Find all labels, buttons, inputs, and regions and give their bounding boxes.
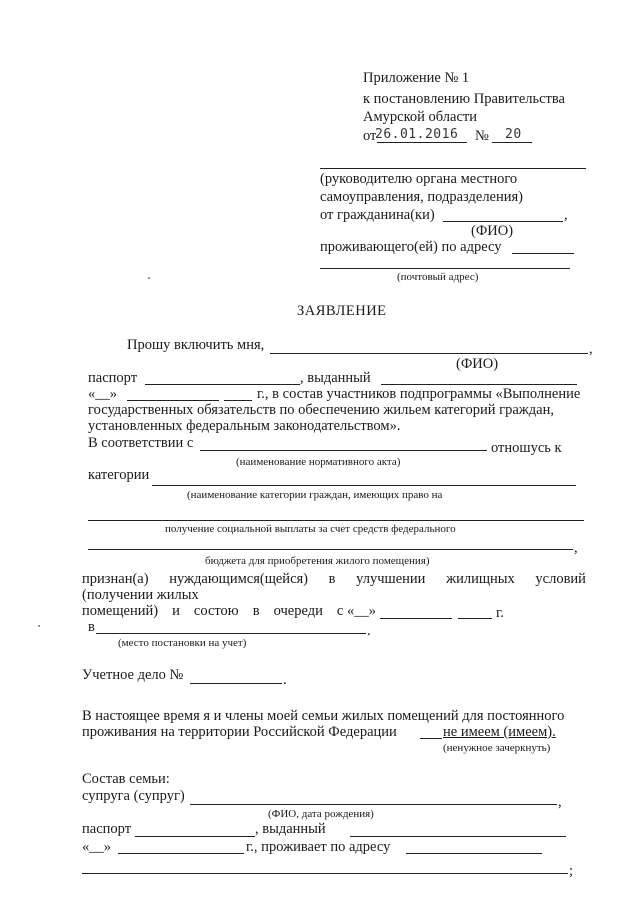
place-hint: (место постановки на учет) <box>118 637 247 649</box>
queue-line <box>82 604 376 619</box>
applicant-name-field[interactable] <box>270 353 588 354</box>
registration-place-field[interactable] <box>96 633 366 634</box>
belongs-to-label: отношусь к <box>491 440 562 456</box>
recognized-word: условий <box>535 571 586 587</box>
program-line-3: установленных федеральным законодательством». <box>88 418 401 434</box>
spouse-passport-label: паспорт <box>82 821 132 837</box>
passport-label: паспорт <box>88 370 138 386</box>
recognized-word: улучшении <box>356 571 426 587</box>
recognized-word: в <box>328 571 336 587</box>
address-field-1[interactable] <box>512 253 574 254</box>
category-hint: (наименование категории граждан, имеющих право на <box>187 489 443 501</box>
queue-month-field[interactable] <box>380 618 452 619</box>
social-payment-hint: получение социальной выплаты за счет средств федерального <box>165 523 456 535</box>
spouse-label: супруга (супруг) <box>82 788 185 804</box>
queue-year-field[interactable] <box>458 618 492 619</box>
account-case-field[interactable] <box>190 683 282 684</box>
category-field-2[interactable] <box>88 520 584 521</box>
number-underline <box>492 142 532 143</box>
queue-word: состою <box>193 603 239 619</box>
queue-word: помещений) <box>82 603 159 619</box>
queue-word: в <box>252 603 260 619</box>
citizen-name-field[interactable] <box>443 221 563 222</box>
recognized-line <box>82 572 586 587</box>
resolution-line: к постановлению Правительства <box>363 91 565 107</box>
region-line: Амурской области <box>363 109 477 125</box>
spouse-address-field-2[interactable] <box>82 873 568 874</box>
spouse-address-field[interactable] <box>406 853 542 854</box>
passport-number-field[interactable] <box>145 384 300 385</box>
strike-note: (ненужное зачеркнуть) <box>443 742 551 754</box>
request-comma: , <box>589 341 593 357</box>
spouse-issued-by-field[interactable] <box>350 836 566 837</box>
spouse-comma: , <box>558 794 562 810</box>
queue-word: очереди <box>273 603 323 619</box>
queue-word: и <box>172 603 180 619</box>
head-name-line <box>320 168 586 169</box>
resolution-date: 26.01.2016 <box>375 127 459 142</box>
budget-comma: , <box>574 540 578 556</box>
have-field-gap <box>420 738 442 739</box>
account-case-label: Учетное дело № <box>82 667 184 683</box>
from-citizen-label: от гражданина(ки) <box>320 207 435 223</box>
issued-by-field[interactable] <box>381 384 577 385</box>
receiving-housing-label: (получении жилых <box>82 587 199 603</box>
resolution-number: 20 <box>505 127 522 142</box>
date-prefix: от <box>363 128 377 144</box>
recognized-word: нуждающимся(щейся) <box>169 571 308 587</box>
present-line-1: В настоящее время я и члены моей семьи жилых помещений для постоянного <box>82 708 565 724</box>
in-prefix: в <box>88 619 95 635</box>
postal-label: (почтовый адрес) <box>397 271 479 283</box>
spouse-issued-label: , выданный <box>255 821 326 837</box>
category-field-3[interactable] <box>88 549 573 550</box>
head-label-1: (руководителю органа местного <box>320 171 518 187</box>
act-label: (наименование нормативного акта) <box>236 456 401 468</box>
family-label: Состав семьи: <box>82 771 170 787</box>
address-field-2[interactable] <box>320 268 570 269</box>
applicant-fio-label: (ФИО) <box>456 356 499 372</box>
category-field[interactable] <box>152 485 576 486</box>
date-underline <box>377 142 467 143</box>
fio-label: (ФИО) <box>471 223 514 239</box>
issue-year-field[interactable] <box>224 400 252 401</box>
request-text: Прошу включить мня, <box>127 337 265 353</box>
queue-word: с «__» <box>336 603 376 619</box>
document-title: ЗАЯВЛЕНИЕ <box>297 303 387 319</box>
issued-label: , выданный <box>300 370 371 386</box>
final-semicolon: ; <box>569 863 574 879</box>
not-have-option[interactable]: не имеем (имеем). <box>443 724 556 740</box>
issue-month-field[interactable] <box>127 400 219 401</box>
scan-speck <box>148 277 150 279</box>
queue-year-suffix: г. <box>496 605 504 621</box>
spouse-date-quote: «__» <box>82 839 111 855</box>
budget-hint: бюджета для приобретения жилого помещения) <box>205 555 430 567</box>
number-prefix: № <box>475 128 489 144</box>
residing-label: проживающего(ей) по адресу <box>320 239 502 255</box>
issue-date-quote: «__» <box>88 386 117 402</box>
spouse-passport-field[interactable] <box>135 836 255 837</box>
accordance-label: В соответствии с <box>88 435 194 451</box>
present-line-2: проживания на территории Российской Федерации <box>82 724 397 740</box>
spouse-issue-date-field[interactable] <box>118 853 244 854</box>
program-line-1: г., в состав участников подпрограммы «Выполнение <box>257 386 581 402</box>
scan-speck <box>38 625 40 627</box>
spouse-name-field[interactable] <box>190 804 557 805</box>
account-case-end: . <box>283 672 287 688</box>
appendix-title: Приложение № 1 <box>363 70 470 86</box>
normative-act-field[interactable] <box>200 450 487 451</box>
lives-at-label: г., проживает по адресу <box>246 839 391 855</box>
head-label-2: самоуправления, подразделения) <box>320 189 524 205</box>
fio-birth-label: (ФИО, дата рождения) <box>268 808 374 820</box>
in-end: . <box>367 623 371 639</box>
recognized-word: жилищных <box>446 571 515 587</box>
recognized-word: признан(а) <box>82 571 149 587</box>
category-label: категории <box>88 467 150 483</box>
program-line-2: государственных обязательств по обеспечению жильем категорий граждан, <box>88 402 554 418</box>
citizen-comma: , <box>564 207 568 223</box>
